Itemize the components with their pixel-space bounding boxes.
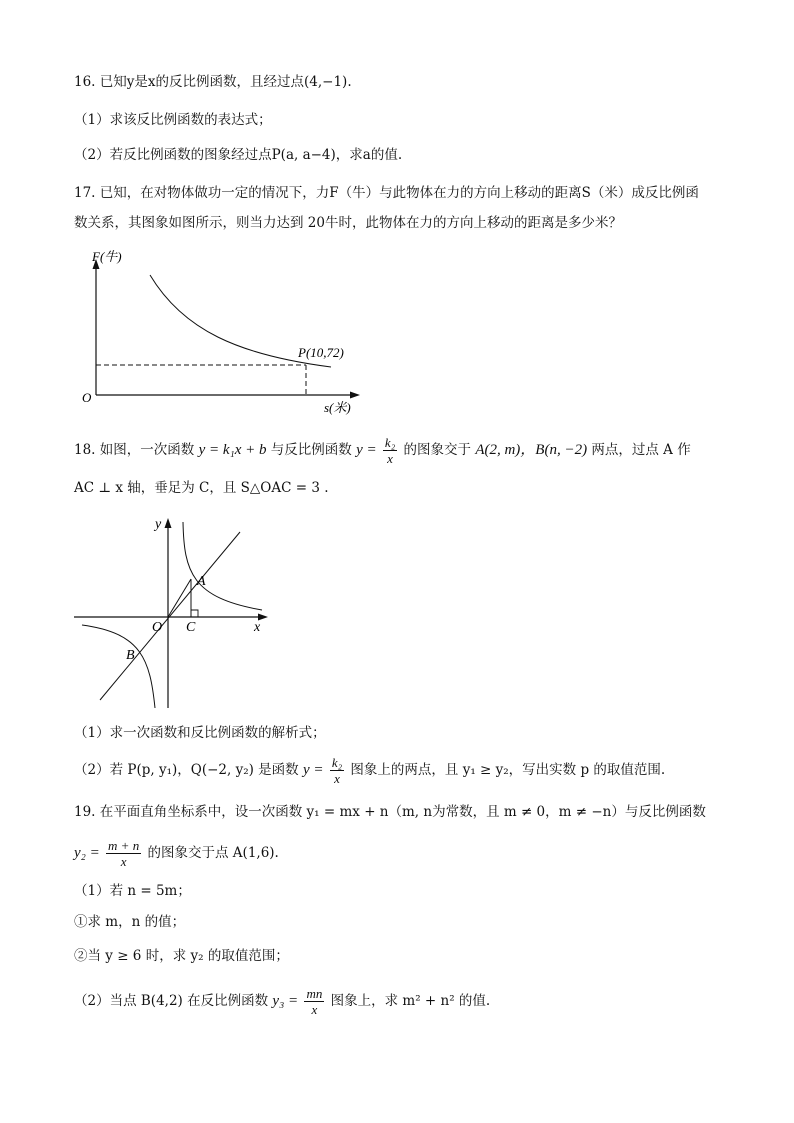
q18-part2-denominator: x [334, 771, 340, 786]
q18-linear-eq: y = k₁x + b [198, 442, 267, 458]
q19-line2 [74, 838, 279, 869]
q18-inverse-denominator: x [387, 451, 393, 466]
q18-part2-numerator: k₂ [331, 755, 343, 770]
q18-text-c: 的图象交于 [403, 442, 472, 458]
q18-part2-a: （2）若 P(p, y₁)，Q(−2, y₂) 是函数 [74, 762, 299, 778]
q19-part2-lhs: y₃ = [272, 993, 299, 1009]
q18-label-y: y [155, 517, 162, 532]
q17-x-arrow [350, 392, 360, 399]
q18-line1 [74, 435, 691, 466]
q18-label-x: x [254, 620, 261, 635]
q18-text-a: 18. 如图，一次函数 [74, 442, 195, 458]
q19-line2-fraction [106, 838, 141, 869]
q19-part1-item2: ②当 y ≥ 6 时，求 y₂ 的取值范围； [74, 948, 289, 964]
q19-line2-rest: 的图象交于点 A(1,6). [147, 845, 279, 861]
q18-y-arrow [165, 518, 172, 528]
q18-text-d: 两点，过点 A 作 [591, 442, 691, 458]
q18-linear-line [100, 532, 240, 700]
q18-hyperbola-branch-2 [82, 625, 155, 708]
q16-part2: （2）若反比例函数的图象经过点P(a, a−4)，求a的值. [74, 147, 403, 163]
q16-heading: 16. 已知y是x的反比例函数，且经过点(4,−1). [74, 74, 352, 90]
q19-part1: （1）若 n = 5m； [74, 883, 191, 899]
q18-part1: （1）求一次函数和反比例函数的解析式； [74, 725, 326, 741]
q18-text-b: 与反比例函数 [270, 442, 352, 458]
q17-origin: O [82, 390, 92, 405]
q18-inverse-lhs: y = [356, 442, 377, 458]
q18-segment-OA [168, 579, 191, 617]
q17-y-label: F(牛) [92, 249, 122, 264]
q18-inverse-numerator: k₂ [384, 435, 396, 450]
q18-right-angle-mark [191, 610, 198, 617]
q18-label-O: O [152, 620, 163, 635]
q18-label-C: C [186, 620, 196, 635]
q19-part2-fraction [304, 986, 324, 1017]
q17-line2: 数关系，其图象如图所示，则当力达到 20牛时，此物体在力的方向上移动的距离是多少米？ [74, 215, 622, 231]
q19-part1-item1: ①求 m，n 的值； [74, 914, 186, 930]
q18-part2 [74, 755, 665, 786]
q17-x-label: s(米) [324, 400, 351, 415]
q18-inverse-fraction [383, 435, 397, 466]
q18-label-A: A [197, 574, 206, 589]
q17-point-label: P(10,72) [298, 345, 344, 360]
q17-line1: 17. 已知，在对物体做功一定的情况下，力F（牛）与此物体在力的方向上移动的距离S（米）成反比例函 [74, 185, 699, 201]
q19-line2-lhs: y₂ = [74, 845, 100, 861]
q19-part2-denominator: x [311, 1002, 318, 1017]
q19-part2-b: 图象上，求 m² + n² 的值. [330, 993, 491, 1009]
q18-hyperbola-branch-1 [183, 522, 262, 610]
q18-line2: AC ⊥ x 轴，垂足为 C，且 S△OAC = 3 . [74, 480, 329, 496]
q19-part2 [74, 986, 490, 1017]
q19-line2-numerator: m + n [108, 838, 140, 853]
q18-label-B: B [126, 648, 135, 663]
q19-line2-denominator: x [120, 854, 127, 869]
q19-line1: 19. 在平面直角坐标系中，设一次函数 y₁ = mx + n（m, n为常数，且 m ≠ 0，m ≠ −n）与反比例函数 [74, 804, 706, 820]
q18-part2-lhs: y = [302, 762, 324, 778]
q19-part2-numerator: mn [306, 986, 323, 1001]
q17-graph [78, 245, 378, 417]
q18-part2-c: 图象上的两点，且 y₁ ≥ y₂，写出实数 p 的取值范围. [350, 762, 666, 778]
q16-part1: （1）求该反比例函数的表达式； [74, 112, 272, 128]
q18-points: A(2, m)，B(n, −2) [475, 442, 588, 458]
q18-part2-fraction [330, 755, 344, 786]
q19-part2-a: （2）当点 B(4,2) 在反比例函数 [74, 993, 269, 1009]
q18-graph [72, 510, 272, 710]
